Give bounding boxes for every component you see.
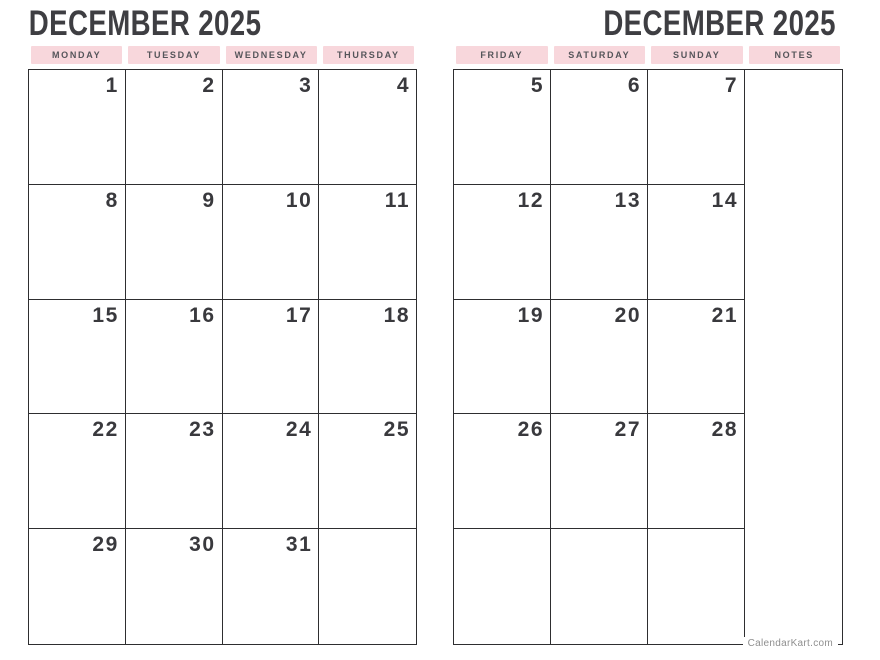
day-cell: 19: [454, 300, 551, 415]
day-cell-empty: [648, 529, 745, 644]
day-cell: 24: [223, 414, 320, 529]
day-header: [28, 46, 125, 64]
day-header-row: [453, 46, 843, 64]
day-cell: 31: [223, 529, 320, 644]
day-header: [648, 46, 746, 64]
day-cell-empty: [319, 529, 416, 644]
day-header: [551, 46, 649, 64]
day-cell: 2: [126, 70, 223, 185]
day-header-label: FRIDAY: [456, 46, 548, 64]
calendar-page-left: [28, 0, 417, 645]
day-cell: 13: [551, 185, 648, 300]
notes-cell: [745, 70, 842, 644]
day-cell: 11: [319, 185, 416, 300]
day-cell: 23: [126, 414, 223, 529]
day-header: [453, 46, 551, 64]
calendar-grid-left: [28, 69, 417, 645]
day-header-row: [28, 46, 417, 64]
day-header: [223, 46, 320, 64]
day-header-label: MONDAY: [31, 46, 122, 64]
day-header-label: TUESDAY: [128, 46, 219, 64]
day-cell: 25: [319, 414, 416, 529]
day-header-label: THURSDAY: [323, 46, 414, 64]
calendar-page-right: [453, 0, 843, 649]
day-cell: 4: [319, 70, 416, 185]
day-cell: 22: [29, 414, 126, 529]
page-title: DECEMBER 2025: [28, 4, 262, 43]
notes-header: [746, 46, 844, 64]
day-header-label: SUNDAY: [651, 46, 743, 64]
day-cell: 18: [319, 300, 416, 415]
day-cell: 17: [223, 300, 320, 415]
day-cell: 14: [648, 185, 745, 300]
day-header: [125, 46, 222, 64]
watermark-text: CalendarKart.com: [743, 637, 838, 651]
day-cell: 20: [551, 300, 648, 415]
day-cell: 16: [126, 300, 223, 415]
day-cell: 26: [454, 414, 551, 529]
day-cell: 3: [223, 70, 320, 185]
day-cell: 29: [29, 529, 126, 644]
day-cell: 1: [29, 70, 126, 185]
day-cell: 27: [551, 414, 648, 529]
page-title: DECEMBER 2025: [603, 4, 836, 43]
day-cell-empty: [551, 529, 648, 644]
day-cell: 12: [454, 185, 551, 300]
day-header: [320, 46, 417, 64]
day-header-label: SATURDAY: [554, 46, 646, 64]
day-cell: 28: [648, 414, 745, 529]
day-cell-empty: [454, 529, 551, 644]
day-cell: 6: [551, 70, 648, 185]
day-cell: 21: [648, 300, 745, 415]
day-cell: 7: [648, 70, 745, 185]
day-cell: 30: [126, 529, 223, 644]
day-cell: 5: [454, 70, 551, 185]
day-cell: 8: [29, 185, 126, 300]
day-cell: 10: [223, 185, 320, 300]
day-header-label: WEDNESDAY: [226, 46, 317, 64]
calendar-grid-right: [453, 69, 843, 649]
day-cell: 9: [126, 185, 223, 300]
day-cell: 15: [29, 300, 126, 415]
notes-header-label: NOTES: [749, 46, 841, 64]
